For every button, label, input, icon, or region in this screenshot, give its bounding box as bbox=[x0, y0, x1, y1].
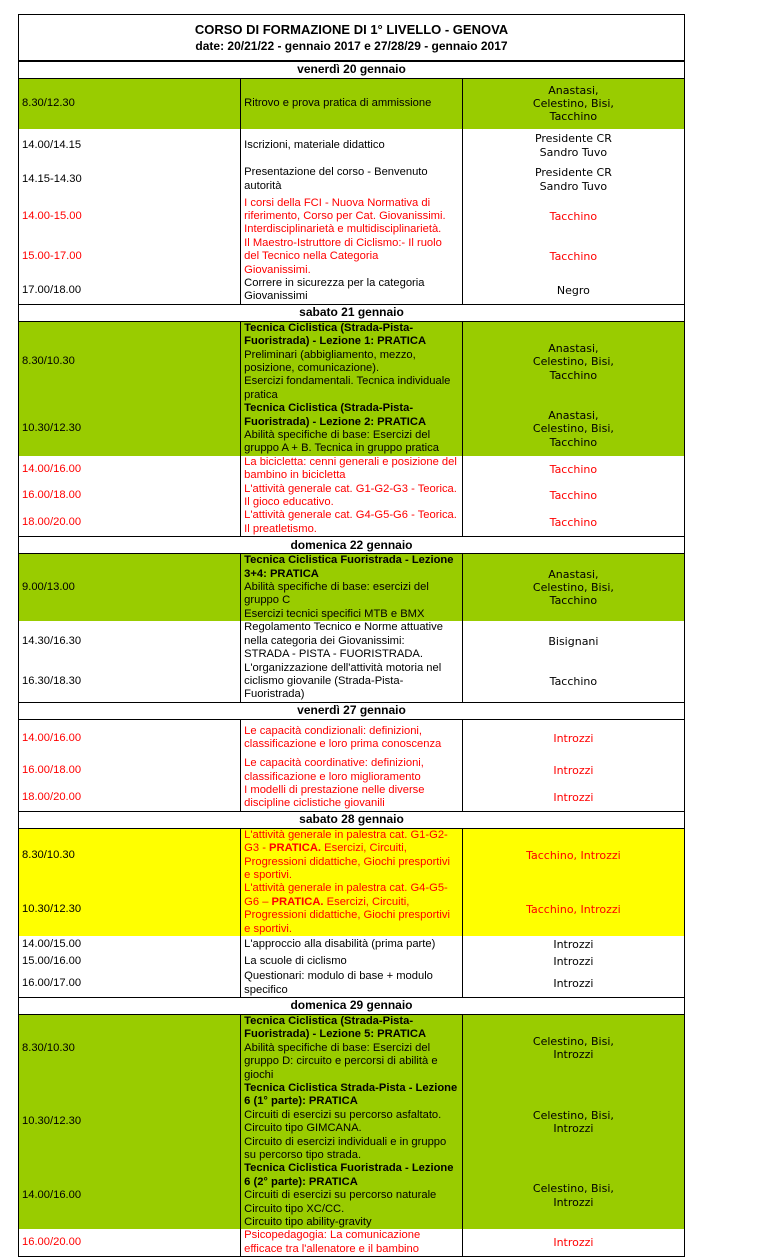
session-row bbox=[19, 277, 684, 304]
session-time: 14.15-14.30 bbox=[22, 172, 82, 185]
session-description-line: Preliminari (abbigliamento, mezzo, posizione, comunicazione). bbox=[244, 348, 416, 374]
session-description-line: Le capacità condizionali: definizioni, classificazione e loro prima conoscenza bbox=[244, 725, 442, 751]
session-time: 14.30/16.30 bbox=[22, 634, 82, 647]
session-description-line: Questionari: modulo di base + modulo specifico bbox=[244, 970, 433, 996]
session-description-line: La bicicletta: cenni generali e posizione del bambino in bicicletta bbox=[244, 455, 457, 482]
session-description bbox=[241, 163, 463, 197]
session-instructors bbox=[462, 936, 684, 953]
session-description bbox=[241, 1229, 463, 1256]
session-row bbox=[19, 321, 684, 402]
instructor-line: Celestino, Bisi, bbox=[532, 355, 614, 369]
session-time: 16.30/18.30 bbox=[22, 674, 82, 687]
session-description bbox=[241, 197, 463, 237]
session-title-strong: PRATICA. bbox=[271, 895, 324, 908]
session-description-line: L'attività generale cat. G4-G5-G6 - Teorica. Il preatletismo. bbox=[244, 509, 457, 535]
session-instructors bbox=[462, 321, 684, 402]
session-time: 10.30/12.30 bbox=[19, 882, 241, 936]
session-row bbox=[19, 79, 684, 129]
session-title: Tecnica Ciclistica (Strada-Pista-Fuoristrada) - Lezione 1: PRATICA bbox=[244, 321, 427, 348]
session-row bbox=[19, 402, 684, 456]
session-row bbox=[19, 953, 684, 970]
session-description bbox=[241, 953, 463, 970]
instructor-line: Celestino, Bisi, bbox=[532, 422, 614, 436]
instructor-line: Introzzi bbox=[553, 790, 594, 804]
session-description bbox=[241, 402, 463, 456]
instructor-line: Celestino, Bisi, bbox=[532, 581, 614, 595]
session-title-post: Esercizi, Circuiti, bbox=[323, 895, 410, 908]
session-title-pre: L'attività generale in palestra cat. G1-G2-G3 - bbox=[244, 828, 448, 855]
session-time: 9.00/13.00 bbox=[19, 554, 241, 622]
day-label: sabato 28 gennaio bbox=[19, 811, 684, 828]
session-time: 14.00/16.00 bbox=[22, 731, 82, 744]
session-description bbox=[241, 621, 463, 661]
session-description bbox=[241, 79, 463, 129]
day-header-row bbox=[19, 997, 684, 1014]
session-description-line: L'attività generale cat. G1-G2-G3 - Teorica. Il gioco educativo. bbox=[244, 482, 457, 509]
session-description-line: Regolamento Tecnico e Norme attuative nella categoria dei Giovanissimi: bbox=[244, 621, 443, 647]
session-description bbox=[241, 970, 463, 997]
session-description-line: Circuito di esercizi individuali e in gruppo su percorso tipo strada. bbox=[244, 1135, 447, 1161]
session-description-line: Correre in sicurezza per la categoria Giovanissimi bbox=[244, 276, 425, 303]
session-description-line: Fuoristrada) bbox=[244, 688, 305, 701]
session-title-line bbox=[244, 829, 459, 856]
session-time: 14.00-15.00 bbox=[22, 209, 82, 222]
instructor-line: Introzzi bbox=[553, 1236, 594, 1250]
session-row bbox=[19, 554, 684, 622]
session-instructors bbox=[462, 197, 684, 237]
session-time: 14.00/16.00 bbox=[19, 1162, 241, 1229]
instructor-line: Presidente CR bbox=[534, 132, 612, 146]
session-description bbox=[241, 882, 463, 936]
day-header-row bbox=[19, 62, 684, 79]
session-instructors bbox=[462, 970, 684, 997]
session-time: 8.30/10.30 bbox=[19, 321, 241, 402]
session-description-line: Abilità specifiche di base: Esercizi del gruppo A + B. Tecnica in gruppo pratica bbox=[244, 429, 439, 455]
session-description-line: L'approccio alla disabilità (prima parte) bbox=[244, 937, 436, 950]
instructor-line: Tacchino, Introzzi bbox=[526, 902, 621, 916]
session-description bbox=[241, 757, 463, 784]
session-row bbox=[19, 719, 684, 757]
session-description bbox=[241, 456, 463, 483]
instructor-line: Sandro Tuvo bbox=[539, 145, 608, 159]
instructor-line: Tacchino bbox=[549, 516, 598, 530]
instructor-line: Sandro Tuvo bbox=[539, 179, 608, 193]
instructor-line: Introzzi bbox=[553, 1122, 594, 1136]
instructor-line: Negro bbox=[556, 283, 590, 297]
session-description-line: Progressioni didattiche, Giochi presportivi e sportivi. bbox=[244, 909, 450, 935]
session-row bbox=[19, 621, 684, 661]
day-header-row bbox=[19, 537, 684, 554]
session-time: 8.30/10.30 bbox=[19, 1014, 241, 1082]
session-row bbox=[19, 483, 684, 510]
session-instructors bbox=[462, 129, 684, 163]
document-title: CORSO DI FORMAZIONE DI 1° LIVELLO - GENOVA bbox=[194, 22, 509, 37]
session-instructors bbox=[462, 621, 684, 661]
instructor-line: Tacchino bbox=[549, 462, 598, 476]
session-description-line: Circuiti di esercizi su percorso asfaltato. bbox=[244, 1108, 442, 1121]
session-description-line: Iscrizioni, materiale didattico bbox=[244, 138, 385, 151]
session-description-line: STRADA - PISTA - FUORISTRADA. bbox=[244, 648, 423, 661]
instructor-line: Anastasi, bbox=[548, 341, 599, 355]
instructor-line: Introzzi bbox=[553, 1048, 594, 1062]
session-title: Tecnica Ciclistica Strada-Pista - Lezione 6 (1° parte): PRATICA bbox=[244, 1081, 458, 1108]
session-row bbox=[19, 882, 684, 936]
session-description bbox=[241, 1162, 463, 1229]
session-instructors bbox=[462, 554, 684, 622]
session-description bbox=[241, 936, 463, 953]
session-row bbox=[19, 936, 684, 953]
session-description bbox=[241, 129, 463, 163]
instructor-line: Presidente CR bbox=[534, 166, 612, 180]
instructor-line: Tacchino bbox=[549, 594, 598, 608]
instructor-line: Tacchino bbox=[549, 209, 598, 223]
session-description-line: Esercizi fondamentali. Tecnica individuale pratica bbox=[244, 375, 451, 401]
session-description-line: Abilità specifiche di base: Esercizi del gruppo D: circuito e percorsi di abilità e bbox=[244, 1041, 438, 1068]
session-description bbox=[241, 784, 463, 811]
session-time: 16.00/17.00 bbox=[22, 976, 82, 989]
instructor-line: Celestino, Bisi, bbox=[532, 1035, 614, 1049]
session-instructors bbox=[462, 1162, 684, 1229]
instructor-line: Tacchino bbox=[549, 110, 598, 124]
session-description bbox=[241, 554, 463, 622]
session-instructors bbox=[462, 719, 684, 757]
session-instructors bbox=[462, 757, 684, 784]
session-title: Tecnica Ciclistica (Strada-Pista-Fuoristrada) - Lezione 2: PRATICA bbox=[244, 402, 427, 428]
instructor-line: Tacchino bbox=[549, 435, 598, 449]
session-description-line: Il Maestro-Istruttore di Ciclismo:- Il ruolo del Tecnico nella Categoria bbox=[244, 236, 442, 263]
session-description-line: I corsi della FCI - Nuova Normativa di riferimento, Corso per Cat. Giovanissimi. bbox=[244, 196, 446, 222]
session-time: 14.00/15.00 bbox=[22, 937, 82, 950]
session-row bbox=[19, 1162, 684, 1229]
instructor-line: Tacchino bbox=[549, 368, 598, 382]
session-description-line: Ritrovo e prova pratica di ammissione bbox=[244, 97, 432, 110]
session-description bbox=[241, 719, 463, 757]
session-row bbox=[19, 509, 684, 536]
session-row bbox=[19, 163, 684, 197]
session-description-line: I modelli di prestazione nelle diverse discipline ciclistiche giovanili bbox=[244, 784, 425, 810]
instructor-line: Anastasi, bbox=[548, 83, 599, 97]
session-time: 8.30/12.30 bbox=[19, 79, 241, 129]
instructor-line: Tacchino bbox=[549, 250, 598, 264]
session-description-line: Psicopedagogia: La comunicazione efficace tra l'allenatore e il bambino bbox=[244, 1229, 421, 1255]
session-time: 10.30/12.30 bbox=[19, 402, 241, 456]
session-time: 16.00/18.00 bbox=[22, 489, 82, 502]
session-time: 16.00/20.00 bbox=[22, 1236, 82, 1249]
day-label: domenica 22 gennaio bbox=[19, 537, 684, 554]
instructor-line: Tacchino bbox=[549, 674, 598, 688]
session-row bbox=[19, 197, 684, 237]
session-description bbox=[241, 1014, 463, 1082]
session-description bbox=[241, 1082, 463, 1162]
session-title-strong: PRATICA. bbox=[269, 842, 322, 855]
session-row bbox=[19, 456, 684, 483]
session-instructors bbox=[462, 237, 684, 277]
session-row bbox=[19, 828, 684, 882]
session-description bbox=[241, 662, 463, 703]
instructor-line: Introzzi bbox=[553, 976, 594, 990]
session-description bbox=[241, 277, 463, 304]
session-instructors bbox=[462, 828, 684, 882]
instructor-line: Anastasi, bbox=[548, 567, 599, 581]
session-instructors bbox=[462, 953, 684, 970]
instructor-line: Anastasi, bbox=[548, 408, 599, 422]
session-instructors bbox=[462, 456, 684, 483]
session-row bbox=[19, 1014, 684, 1082]
day-label: domenica 29 gennaio bbox=[19, 997, 684, 1014]
session-instructors bbox=[462, 882, 684, 936]
day-header-row bbox=[19, 702, 684, 719]
session-row bbox=[19, 970, 684, 997]
session-description bbox=[241, 483, 463, 510]
session-instructors bbox=[462, 662, 684, 703]
session-description-line: Circuito tipo ability-gravity bbox=[244, 1216, 372, 1228]
session-description-line: giochi bbox=[244, 1068, 274, 1081]
session-description-line: La scuole di ciclismo bbox=[244, 954, 347, 967]
session-row bbox=[19, 1082, 684, 1162]
day-header-row bbox=[19, 811, 684, 828]
instructor-line: Introzzi bbox=[553, 937, 594, 951]
session-description bbox=[241, 237, 463, 277]
document-header bbox=[19, 15, 684, 61]
session-instructors bbox=[462, 402, 684, 456]
day-label: venerdì 20 gennaio bbox=[19, 62, 684, 79]
session-description-line: Progressioni didattiche, Giochi presportivi e sportivi. bbox=[244, 855, 450, 882]
session-description-line: Le capacità coordinative: definizioni, classificazione e loro miglioramento bbox=[244, 757, 424, 783]
session-time: 15.00-17.00 bbox=[22, 250, 82, 263]
session-instructors bbox=[462, 1014, 684, 1082]
schedule-sheet bbox=[18, 14, 685, 1257]
session-title: Tecnica Ciclistica Fuoristrada - Lezione 3+4: PRATICA bbox=[244, 554, 454, 580]
session-description-line: Esercizi tecnici specifici MTB e BMX bbox=[244, 607, 425, 620]
day-header-row bbox=[19, 304, 684, 321]
session-title-post: Esercizi, Circuiti, bbox=[321, 842, 407, 855]
session-description-line: L'organizzazione dell'attività motoria nel ciclismo giovanile (Strada-Pista- bbox=[244, 661, 442, 687]
session-instructors bbox=[462, 509, 684, 536]
session-description-line: Abilità specifiche di base: esercizi del gruppo C bbox=[244, 581, 429, 607]
session-description-line: Presentazione del corso - Benvenuto autorità bbox=[244, 166, 428, 192]
session-row bbox=[19, 129, 684, 163]
instructor-line: Tacchino bbox=[549, 489, 598, 503]
session-description bbox=[241, 509, 463, 536]
schedule-table bbox=[19, 61, 684, 1256]
session-row bbox=[19, 784, 684, 811]
session-description-line: Circuiti di esercizi su percorso naturale bbox=[244, 1189, 437, 1202]
session-description-line: Giovanissimi. bbox=[244, 263, 311, 276]
session-time: 14.00/14.15 bbox=[22, 138, 82, 151]
day-label: venerdì 27 gennaio bbox=[19, 702, 684, 719]
session-row bbox=[19, 1229, 684, 1256]
session-description-line: Circuito tipo XC/CC. bbox=[244, 1202, 345, 1215]
session-description-line: Interdisciplinarietà e multidisciplinarietà. bbox=[244, 223, 442, 236]
session-time: 18.00/20.00 bbox=[22, 790, 82, 803]
session-instructors bbox=[462, 1082, 684, 1162]
session-time: 16.00/18.00 bbox=[22, 763, 82, 776]
session-title-line bbox=[244, 882, 459, 909]
instructor-line: Celestino, Bisi, bbox=[532, 97, 614, 111]
session-instructors bbox=[462, 784, 684, 811]
session-description bbox=[241, 321, 463, 402]
document-dates: date: 20/21/22 - gennaio 2017 e 27/28/29 - gennaio 2017 bbox=[195, 39, 508, 53]
session-time: 17.00/18.00 bbox=[22, 283, 82, 296]
instructor-line: Celestino, Bisi, bbox=[532, 1108, 614, 1122]
session-time: 10.30/12.30 bbox=[19, 1082, 241, 1162]
session-instructors bbox=[462, 1229, 684, 1256]
session-instructors bbox=[462, 79, 684, 129]
session-time: 14.00/16.00 bbox=[22, 462, 82, 475]
instructor-line: Celestino, Bisi, bbox=[532, 1182, 614, 1196]
session-instructors bbox=[462, 163, 684, 197]
session-title-pre: L'attività generale in palestra cat. G4-G5-G6 – bbox=[244, 882, 448, 908]
session-description bbox=[241, 828, 463, 882]
session-row bbox=[19, 662, 684, 703]
session-title: Tecnica Ciclistica Fuoristrada - Lezione 6 (2° parte): PRATICA bbox=[244, 1162, 454, 1188]
session-description-line: Circuito tipo GIMCANA. bbox=[244, 1122, 362, 1135]
session-instructors bbox=[462, 483, 684, 510]
session-row bbox=[19, 757, 684, 784]
session-time: 15.00/16.00 bbox=[22, 954, 82, 967]
instructor-line: Tacchino, Introzzi bbox=[526, 848, 621, 862]
session-instructors bbox=[462, 277, 684, 304]
instructor-line: Introzzi bbox=[553, 763, 594, 777]
session-time: 18.00/20.00 bbox=[22, 516, 82, 529]
instructor-line: Introzzi bbox=[553, 1195, 594, 1209]
instructor-line: Bisignani bbox=[548, 634, 599, 648]
instructor-line: Introzzi bbox=[553, 954, 594, 968]
instructor-line: Introzzi bbox=[553, 731, 594, 745]
day-label: sabato 21 gennaio bbox=[19, 304, 684, 321]
session-title: Tecnica Ciclistica (Strada-Pista-Fuoristrada) - Lezione 5: PRATICA bbox=[244, 1014, 427, 1041]
session-time: 8.30/10.30 bbox=[19, 828, 241, 882]
session-row bbox=[19, 237, 684, 277]
